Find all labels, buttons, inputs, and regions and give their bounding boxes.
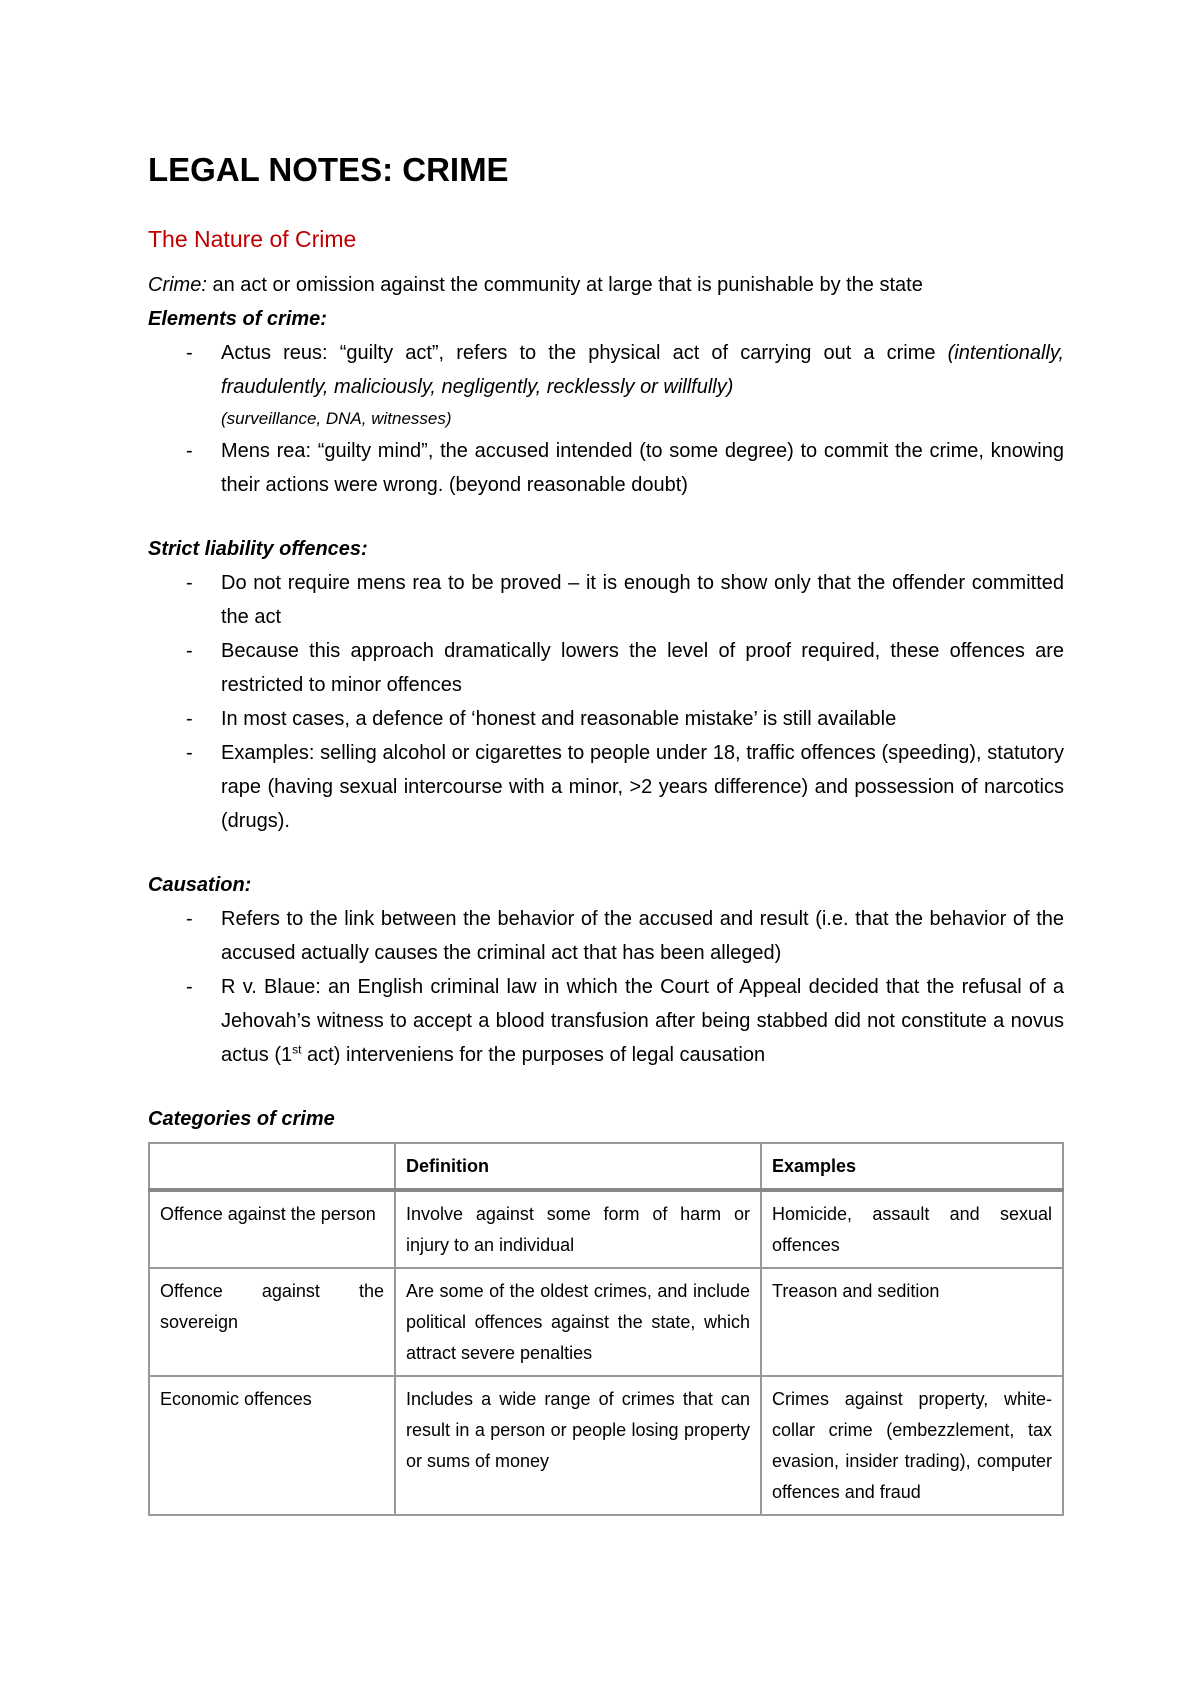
list-item-text: Refers to the link between the behavior of the accused and result (i.e. that the behavior of the accused actually causes the criminal act that has been alleged) [221, 908, 1064, 964]
table-cell: Economic offences [149, 1376, 395, 1515]
causation-label: Causation: [148, 874, 252, 896]
table-row [149, 1376, 1063, 1515]
dash-bullet: - [186, 342, 193, 364]
list-item [148, 434, 1064, 502]
list-item-text: In most cases, a defence of ‘honest and reasonable mistake’ is still available [221, 708, 897, 730]
dash-bullet: - [186, 572, 193, 594]
actus-reus-text: Actus reus: “guilty act”, refers to the physical act of carrying out a crime [221, 342, 948, 364]
header-cell: Definition [395, 1143, 761, 1190]
header-cell [149, 1143, 395, 1190]
blaue-text-after: act) interveniens for the purposes of legal causation [301, 1044, 766, 1066]
categories-label: Categories of crime [148, 1108, 335, 1130]
header-cell: Examples [761, 1143, 1063, 1190]
strict-liability-list [148, 566, 1064, 838]
dash-bullet: - [186, 640, 193, 662]
table-cell: Offence against the person [149, 1190, 395, 1268]
table-cell: Are some of the oldest crimes, and include political offences against the state, which attract severe penalties [395, 1268, 761, 1376]
table-cell: Includes a wide range of crimes that can result in a person or people losing property or sums of money [395, 1376, 761, 1515]
table-cell: Treason and sedition [761, 1268, 1063, 1376]
document-page [148, 150, 1064, 1516]
elements-list [148, 336, 1064, 502]
causation-list [148, 902, 1064, 1072]
crime-text: an act or omission against the community at large that is punishable by the state [206, 274, 923, 296]
ordinal-superscript: st [292, 1042, 302, 1057]
table-cell: Offence against the sovereign [149, 1268, 395, 1376]
crime-definition [148, 268, 1064, 302]
blaue-text-before: R v. Blaue: an English criminal law in which the Court of Appeal decided that the refusal of a Jehovah’s witness to accept a blood transfusion after being stabbed did not constitute a novus actus (1 [221, 976, 1064, 1066]
table-cell: Crimes against property, white-collar crime (embezzlement, tax evasion, insider trading), computer offences and fraud [761, 1376, 1063, 1515]
list-item [148, 902, 1064, 970]
mens-rea-text: Mens rea: “guilty mind”, the accused intended (to some degree) to commit the crime, knowing their actions were wrong. (beyond reasonable doubt) [221, 440, 1064, 496]
document-title: LEGAL NOTES: CRIME [148, 151, 509, 188]
table-row [149, 1268, 1063, 1376]
table-row [149, 1190, 1063, 1268]
list-item [148, 634, 1064, 702]
table-header-row [149, 1143, 1063, 1190]
strict-liability-label: Strict liability offences: [148, 538, 368, 560]
dash-bullet: - [186, 908, 193, 930]
actus-reus-italic: (intentionally, fraudulently, maliciously, negligently, recklessly or willfully) [221, 342, 1064, 398]
dash-bullet: - [186, 708, 193, 730]
list-item-text: Because this approach dramatically lowers the level of proof required, these offences are restricted to minor offences [221, 640, 1064, 696]
list-item [148, 566, 1064, 634]
section-heading: The Nature of Crime [148, 226, 357, 252]
elements-label: Elements of crime: [148, 308, 327, 330]
actus-reus-note: (surveillance, DNA, witnesses) [221, 409, 452, 428]
categories-table [148, 1142, 1064, 1516]
list-item [148, 702, 1064, 736]
dash-bullet: - [186, 742, 193, 764]
table-cell: Involve against some form of harm or injury to an individual [395, 1190, 761, 1268]
table-cell: Homicide, assault and sexual offences [761, 1190, 1063, 1268]
list-item-text: Examples: selling alcohol or cigarettes to people under 18, traffic offences (speeding), statutory rape (having sexual intercourse with a minor, >2 years difference) and possession of narcotics (drugs). [221, 742, 1064, 832]
crime-label: Crime: [148, 274, 207, 296]
dash-bullet: - [186, 440, 193, 462]
list-item [148, 736, 1064, 838]
dash-bullet: - [186, 976, 193, 998]
list-item [148, 336, 1064, 434]
list-item [148, 970, 1064, 1072]
list-item-text: Do not require mens rea to be proved – it is enough to show only that the offender committed the act [221, 572, 1064, 628]
